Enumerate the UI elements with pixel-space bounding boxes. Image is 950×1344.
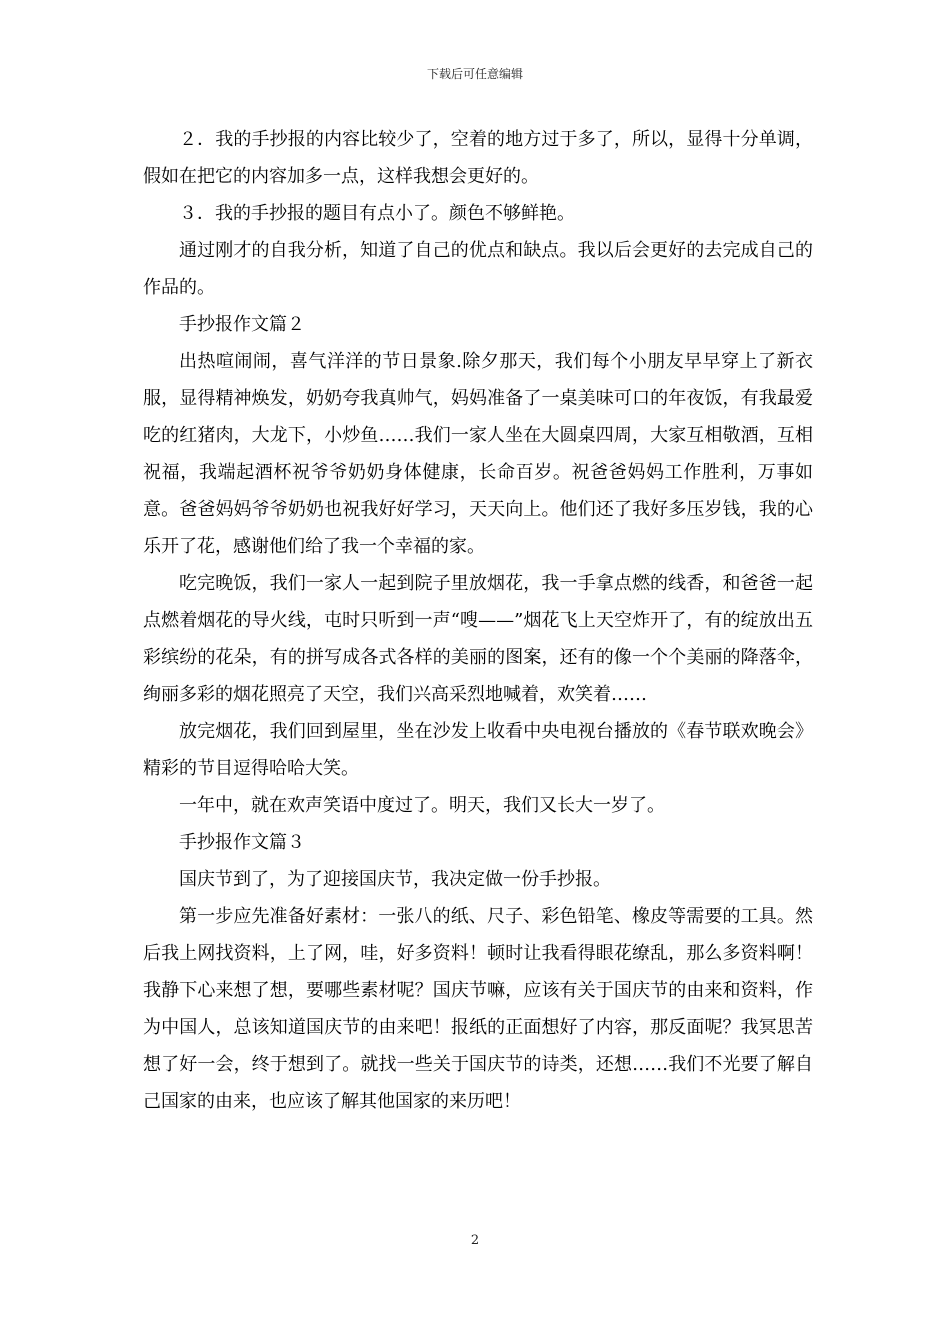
section-heading-3: 手抄报作文篇３ xyxy=(179,832,305,853)
paragraph-point-3: ３．我的手抄报的题目有点小了。颜色不够鲜艳。 xyxy=(179,203,575,224)
paragraph-point-2: ２．我的手抄报的内容比较少了，空着的地方过于多了，所以，显得十分单调，假如在把它的内容加多一点，这样我想会更好的。 xyxy=(143,129,813,187)
paragraph-self-analysis: 通过刚才的自我分析，知道了自己的优点和缺点。我以后会更好的去完成自己的作品的。 xyxy=(143,240,813,298)
paragraph-national-day: 国庆节到了，为了迎接国庆节，我决定做一份手抄报。 xyxy=(179,869,611,890)
paragraph-new-year-eve: 出热喧闹闹，喜气洋洋的节日景象.除夕那天，我们每个小朋友早早穿上了新衣服，显得精神焕发，奶奶夸我真帅气，妈妈准备了一桌美味可口的年夜饭，有我最爱吃的红猪肉，大龙下，小炒鱼……我们一家人坐在大圆桌四周，大家互相敬酒，互相祝福，我端起酒杯祝爷爷奶奶身体健康，长命百岁。祝爸爸妈妈工作胜利，万事如意。爸爸妈妈爷爷奶奶也祝我好好学习，天天向上。他们还了我好多压岁钱，我的心乐开了花，感谢他们给了我一个幸福的家。 xyxy=(143,351,813,557)
paragraph-gala: 放完烟花，我们回到屋里，坐在沙发上收看中央电视台播放的《春节联欢晚会》精彩的节目逗得哈哈大笑。 xyxy=(143,721,813,779)
paragraph-fireworks: 吃完晚饭，我们一家人一起到院子里放烟花，我一手拿点燃的线香，和爸爸一起点燃着烟花的导火线，屯时只听到一声“嗖——”烟花飞上天空炸开了，有的绽放出五彩缤纷的花朵，有的拼写成各式各样的美丽的图案，还有的像一个个美丽的降落伞，绚丽多彩的烟花照亮了天空，我们兴高采烈地喊着，欢笑着…… xyxy=(143,573,813,705)
page-number: 2 xyxy=(470,1233,480,1248)
paragraph-first-step: 第一步应先准备好素材：一张八的纸、尺子、彩色铅笔、橡皮等需要的工具。然后我上网找资料，上了网，哇，好多资料！顿时让我看得眼花缭乱，那么多资料啊！我静下心来想了想，要哪些素材呢？国庆节嘛，应该有关于国庆节的由来和资料，作为中国人，总该知道国庆节的由来吧！报纸的正面想好了内容，那反面呢？我冥思苦想了好一会，终于想到了。就找一些关于国庆节的诗类，还想……我们不光要了解自己国家的由来，也应该了解其他国家的来历吧！ xyxy=(143,906,813,1112)
section-heading-2: 手抄报作文篇２ xyxy=(179,314,305,335)
page-header: 下载后可任意编辑 xyxy=(426,67,523,81)
document-body xyxy=(143,121,813,1120)
paragraph-year-end: 一年中，就在欢声笑语中度过了。明天，我们又长大一岁了。 xyxy=(179,795,665,816)
